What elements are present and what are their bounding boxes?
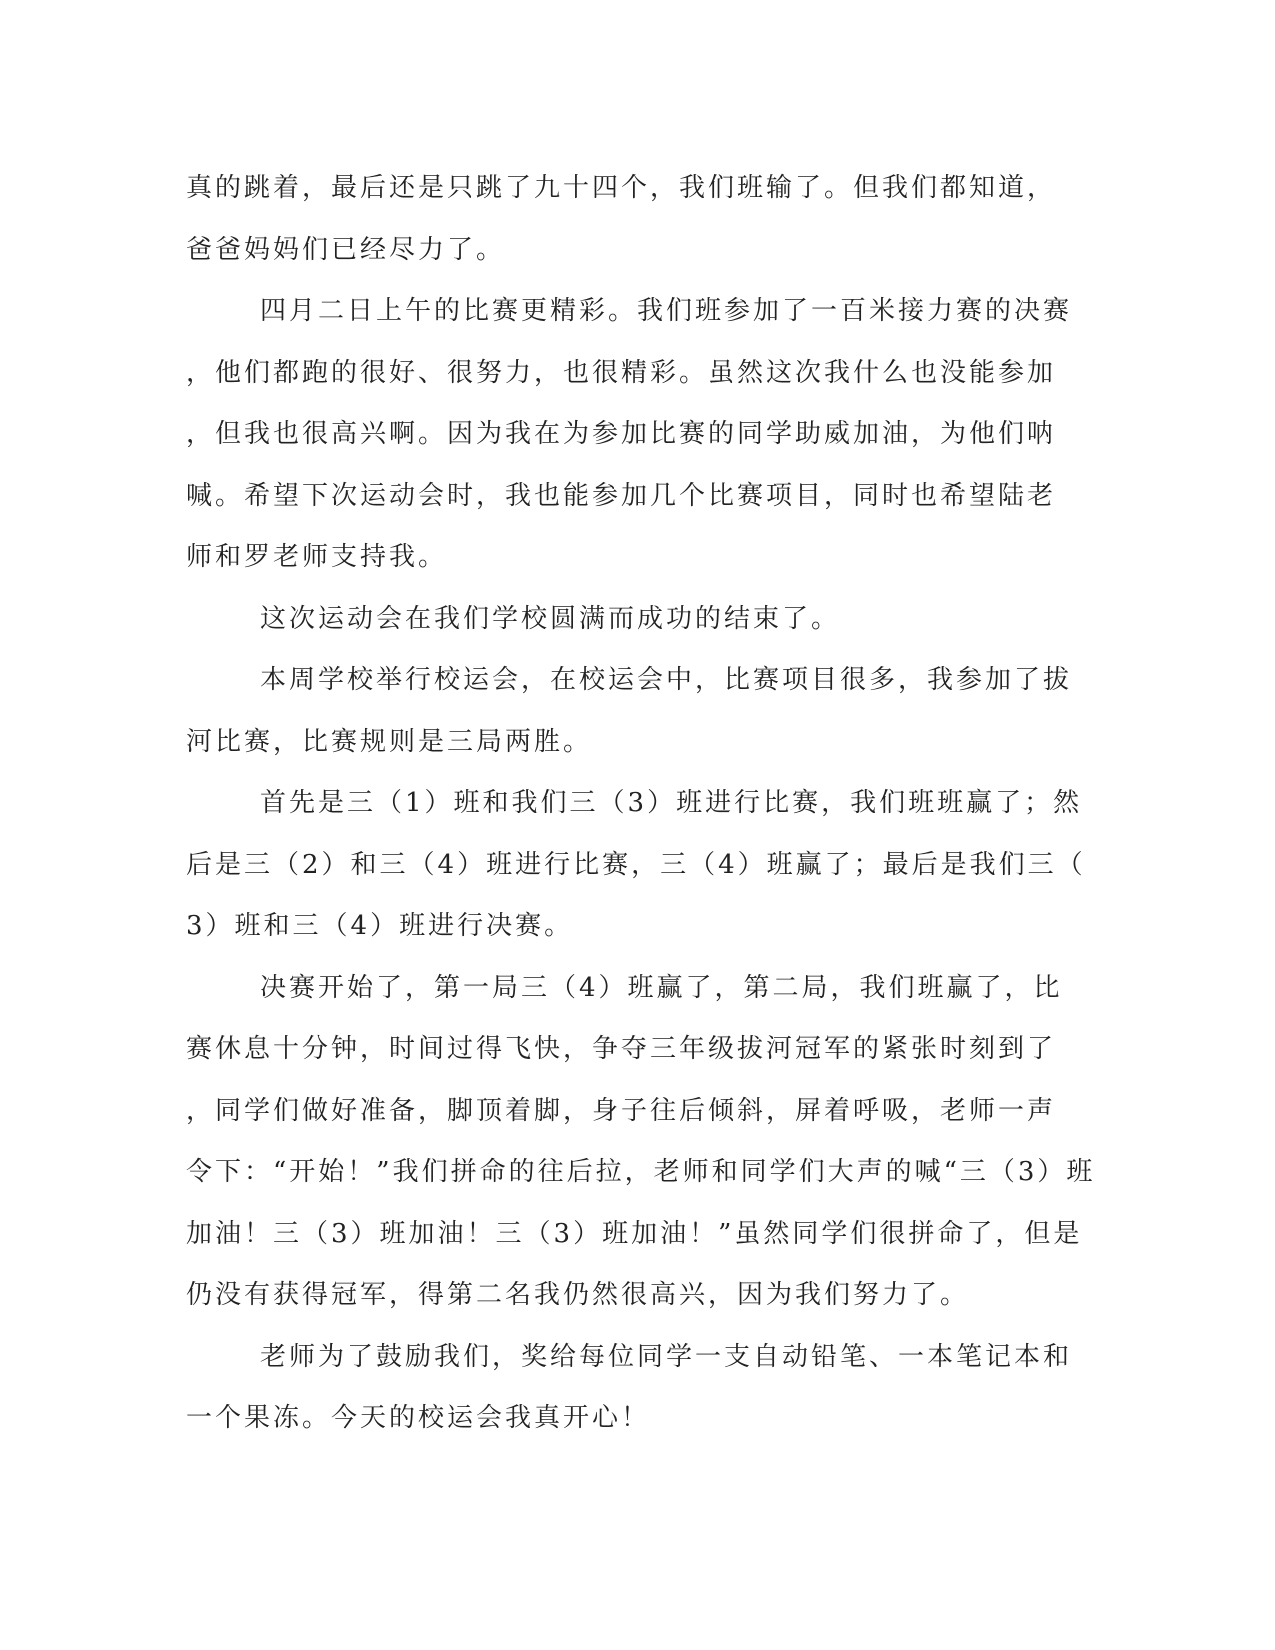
paragraph-start-line: 四月二日上午的比赛更精彩。我们班参加了一百米接力赛的决赛 <box>260 296 1073 326</box>
text-line: 令下：“开始！”我们拼命的往后拉，老师和同学们大声的喊“三（3）班 <box>186 1157 1096 1187</box>
text-line: 喊。希望下次运动会时，我也能参加几个比赛项目，同时也希望陆老 <box>186 480 1057 511</box>
paragraph-start-line: 老师为了鼓励我们，奖给每位同学一支自动铅笔、一本笔记本和 <box>260 1341 1073 1372</box>
text-line: 赛休息十分钟，时间过得飞快，争夺三年级拔河冠军的紧张时刻到了 <box>186 1034 1057 1064</box>
text-line: 河比赛，比赛规则是三局两胜。 <box>186 726 593 757</box>
paragraph-start-line: 这次运动会在我们学校圆满而成功的结束了。 <box>260 603 841 634</box>
text-line: 仍没有获得冠军，得第二名我仍然很高兴，因为我们努力了。 <box>186 1280 970 1310</box>
text-line: 加油！三（3）班加油！三（3）班加油！”虽然同学们很拼命了，但是 <box>186 1218 1083 1249</box>
text-line: ，但我也很高兴啊。因为我在为参加比赛的同学助威加油，为他们呐 <box>186 419 1057 449</box>
text-line: 师和罗老师支持我。 <box>186 542 448 572</box>
paragraph-start-line: 本周学校举行校运会，在校运会中，比赛项目很多，我参加了拔 <box>260 665 1073 695</box>
document-body <box>186 158 1096 1450</box>
text-line: 一个果冻。今天的校运会我真开心！ <box>186 1403 651 1433</box>
paragraph-start-line: 首先是三（1）班和我们三（3）班进行比赛，我们班班赢了；然 <box>260 788 1083 818</box>
text-line: ，他们都跑的很好、很努力，也很精彩。虽然这次我什么也没能参加 <box>186 357 1057 388</box>
text-line: 后是三（2）和三（4）班进行比赛，三（4）班赢了；最后是我们三（ <box>186 849 1086 880</box>
text-line: ，同学们做好准备，脚顶着脚，身子往后倾斜，屏着呼吸，老师一声 <box>186 1095 1057 1126</box>
text-line: 真的跳着，最后还是只跳了九十四个，我们班输了。但我们都知道， <box>186 173 1057 203</box>
text-line: 爸爸妈妈们已经尽力了。 <box>186 234 506 265</box>
paragraph-start-line: 决赛开始了，第一局三（4）班赢了，第二局，我们班赢了，比 <box>260 972 1063 1003</box>
text-line: 3）班和三（4）班进行决赛。 <box>186 911 574 941</box>
